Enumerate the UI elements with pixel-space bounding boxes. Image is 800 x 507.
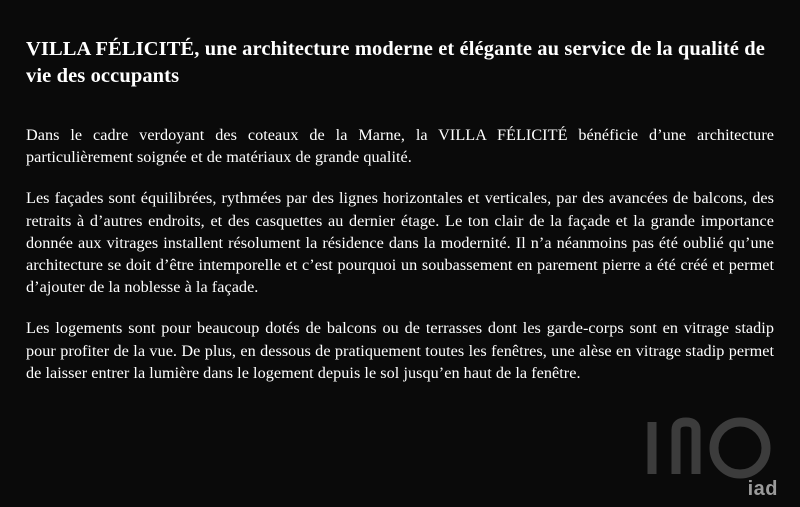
paragraph-3: Les logements sont pour beaucoup dotés de balcons ou de terrasses dont les garde-corps sont en vitrage stadip pour profiter de la vue. De plus, en dessous de pratiquement toutes les fenêtres, une alèse en vitrage stadip permet de laisser entrer la lumière dans le logement depuis le sol jusqu’en haut de la fenêtre. <box>26 319 774 382</box>
page-title: VILLA FÉLICITÉ, une architecture moderne et élégante au service de la qualité de vie des occupants <box>26 38 765 88</box>
paragraph-2: Les façades sont équilibrées, rythmées par des lignes horizontales et verticales, par des avancées de balcons, des retraits à d’autres endroits, et des casquettes au dernier étage. Le ton clair de la façade et la grande importance donnée aux vitrages installent résolument la résidence dans la modernité. Il n’a néanmoins pas été oublié qu’une architecture se doit d’être intemporelle et c’est pourquoi un soubassement en parement pierre a été créé et permet d’ajouter de la noblesse à la façade. <box>26 189 774 297</box>
paragraph-1: Dans le cadre verdoyant des coteaux de la Marne, la VILLA FÉLICITÉ bénéficie d’une architecture particulièrement soignée et de matériaux de grande qualité. <box>26 126 774 167</box>
watermark-text: iad <box>747 478 778 500</box>
